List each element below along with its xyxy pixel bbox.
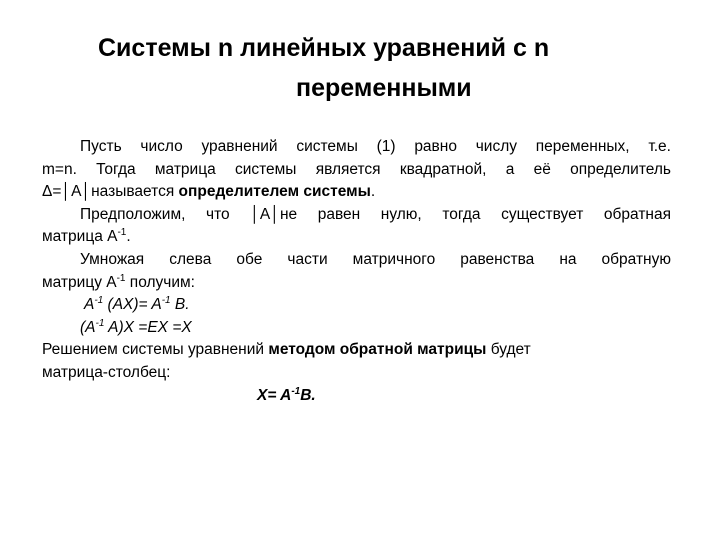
paragraph-2-line-1: Предположим, что │A│не равен нулю, тогда существует обратная (80, 205, 671, 223)
eq-part: (A (80, 318, 96, 336)
period: . (370, 183, 376, 201)
superscript: -1 (291, 385, 301, 397)
paragraph-2-line-2 (42, 226, 671, 249)
determinant-definition-text: Δ=│A│называется (42, 183, 179, 201)
determinant-term: определителем системы (178, 183, 371, 201)
period: . (126, 228, 131, 246)
superscript: -1 (94, 295, 104, 307)
superscript: -1 (161, 295, 171, 307)
will-be-text: будет (486, 341, 531, 359)
equation-2 (42, 317, 671, 340)
eq-part: B. (170, 296, 190, 314)
eq-part: A)X =EX =X (104, 318, 192, 336)
eq-part: (AX)= A (103, 296, 162, 314)
final-equation (42, 385, 671, 408)
eq-part: B. (300, 386, 316, 404)
paragraph-1-line-3 (42, 181, 671, 204)
paragraph-3-line-2 (42, 272, 671, 295)
superscript: -1 (116, 272, 126, 284)
equation-1 (42, 294, 671, 317)
title-line-2: переменными (296, 74, 472, 102)
obtain-text: получим: (125, 273, 195, 291)
inverse-matrix-text: матрица A (42, 228, 118, 246)
paragraph-1-line-1: Пусть число уравнений системы (1) равно числу переменных, т.е. (80, 138, 671, 155)
paragraph-4-line-1 (42, 339, 671, 362)
matrix-text: матрицу A (42, 273, 117, 291)
superscript: -1 (95, 317, 105, 329)
eq-part: X= A (257, 386, 292, 404)
method-term: методом обратной матрицы (268, 341, 487, 359)
eq-part: A (84, 296, 95, 314)
paragraph-1-line-2: m=n. Тогда матрица системы является квадратной, а её определитель (42, 160, 671, 178)
superscript: -1 (117, 227, 127, 239)
slide-body (42, 136, 671, 407)
title-line-1: Системы n линейных уравнений с n (98, 34, 550, 62)
paragraph-3-line-1: Умножая слева обе части матричного равенства на обратную (80, 250, 671, 268)
solution-text: Решением системы уравнений (42, 341, 269, 359)
paragraph-4-line-2: матрица-столбец: (42, 363, 171, 381)
